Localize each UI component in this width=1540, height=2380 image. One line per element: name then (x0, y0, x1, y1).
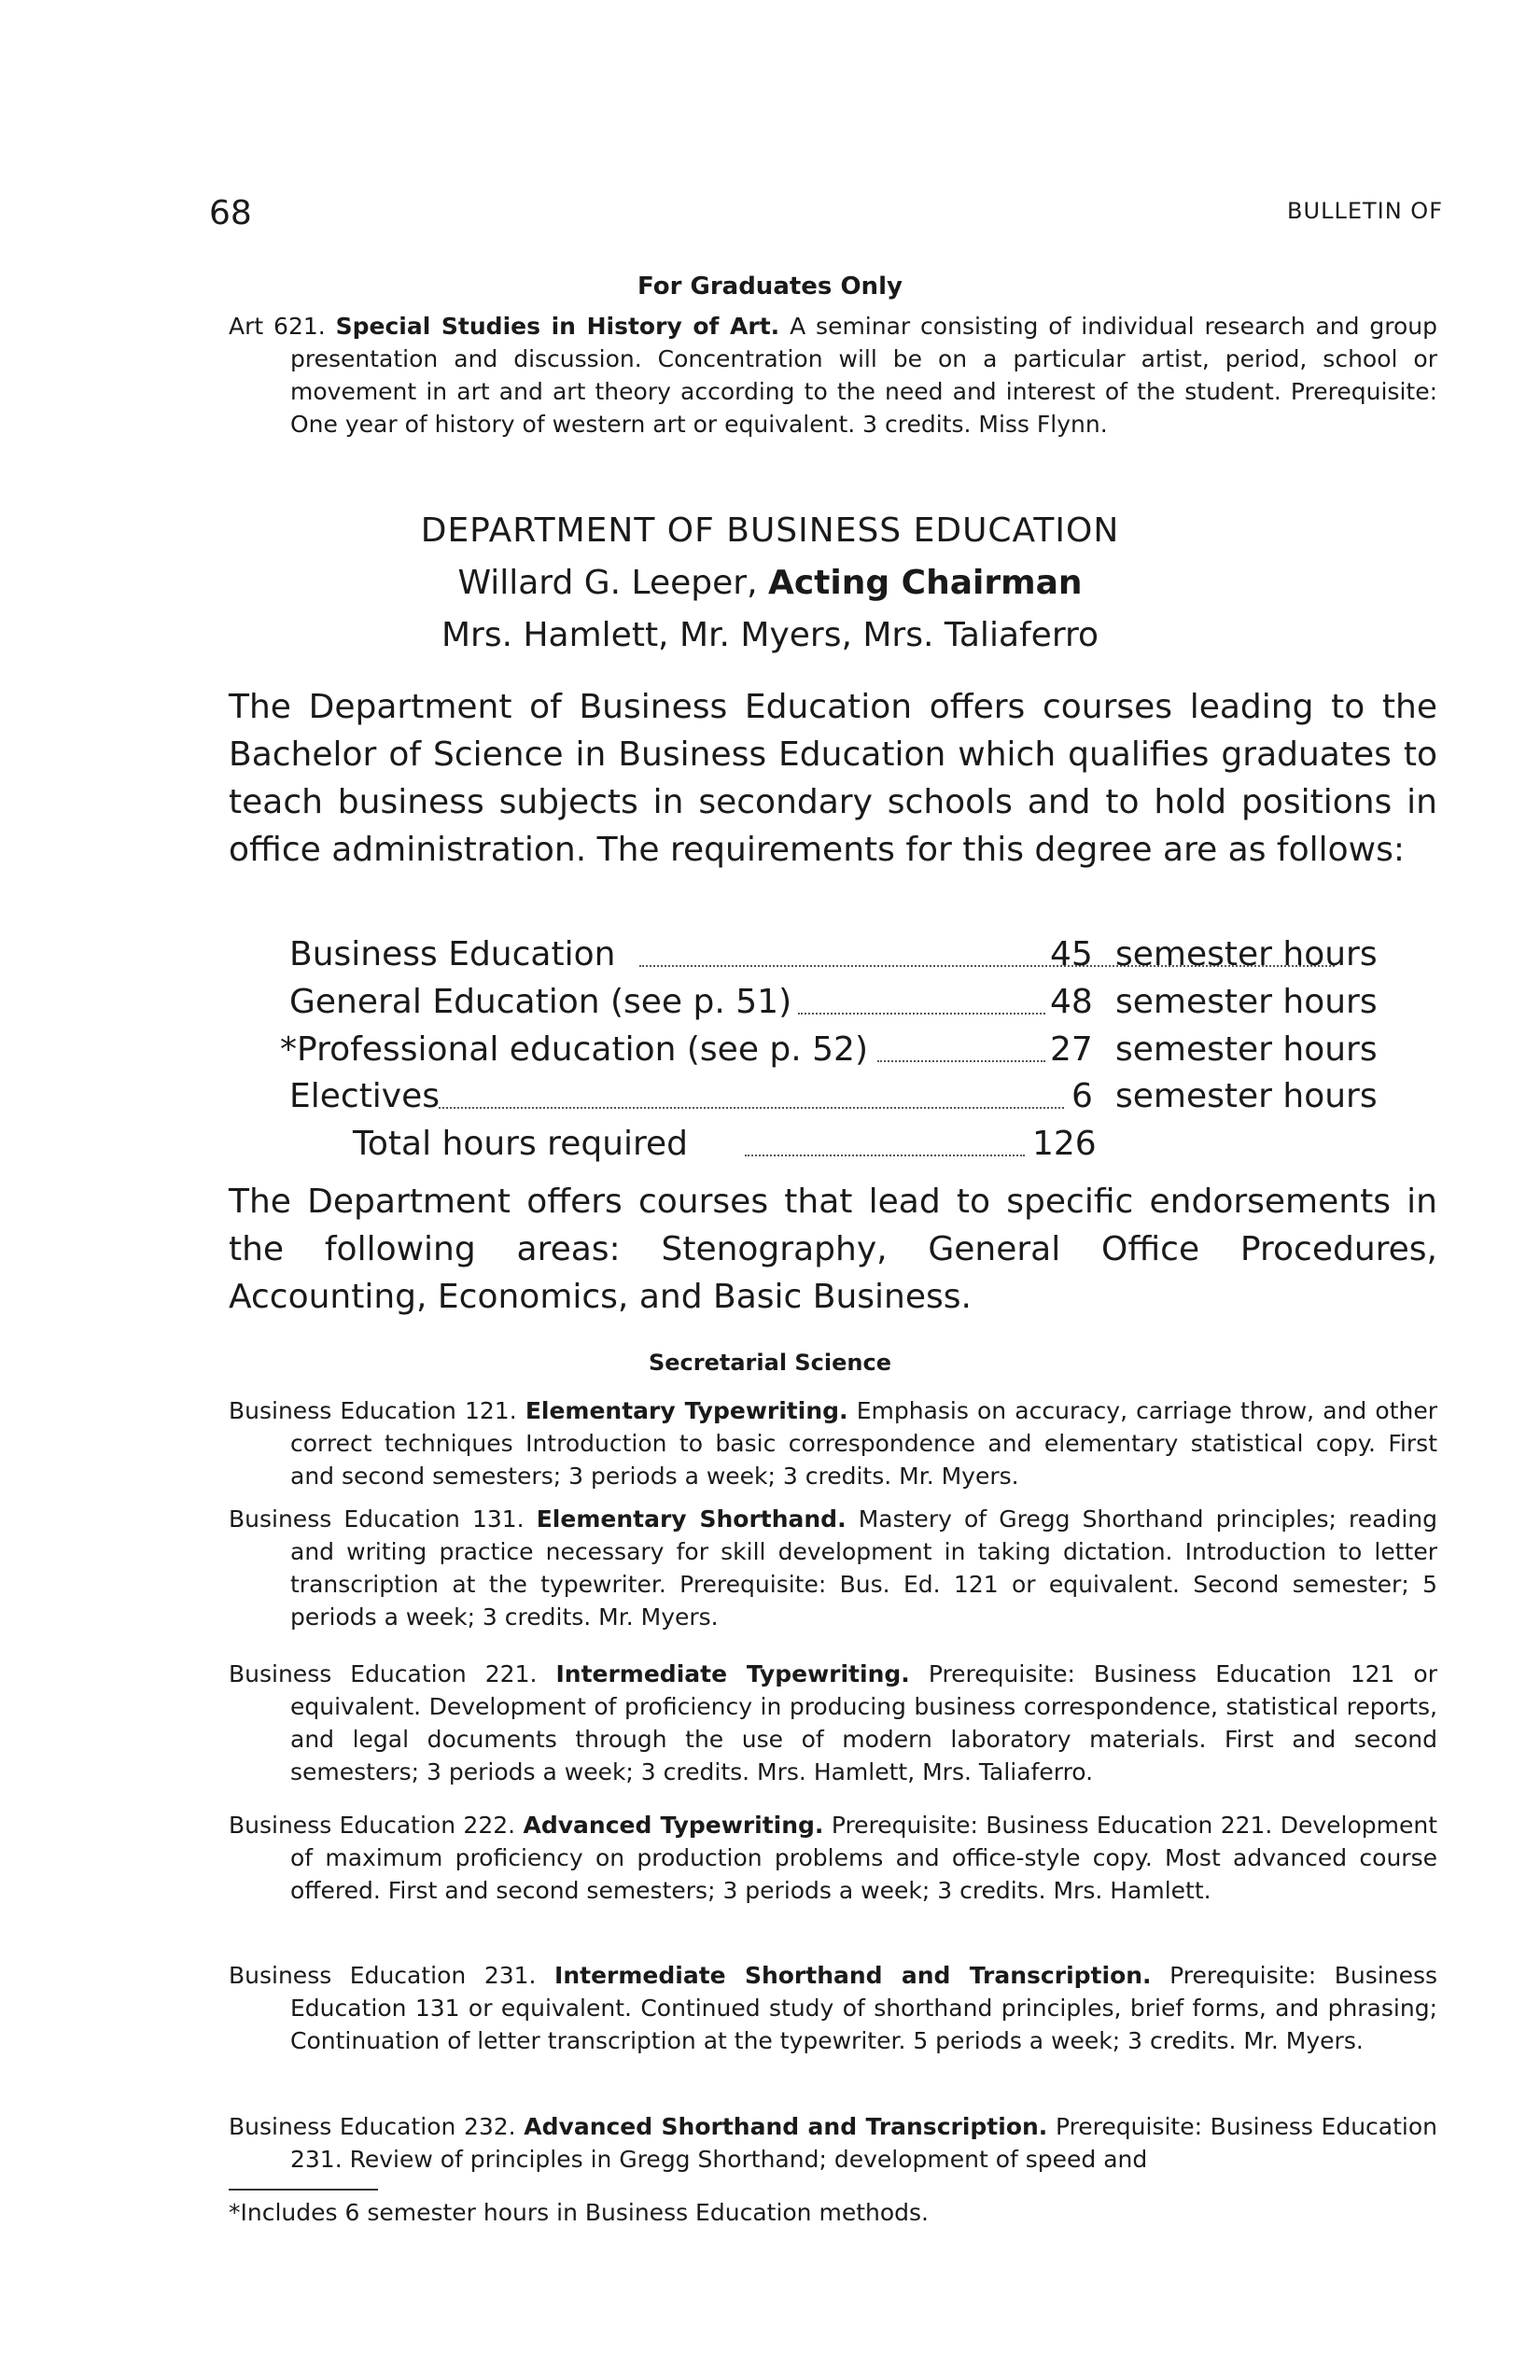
course-title: Intermediate Shorthand and Transcription. (554, 1962, 1152, 1989)
course-code: Business Education 232. (229, 2113, 516, 2140)
department-chair (0, 564, 1540, 602)
requirement-label: Electives (289, 1077, 441, 1115)
endorsements-paragraph (229, 1178, 1437, 1321)
graduates-heading: For Graduates Only (637, 273, 903, 301)
course-entry (229, 1959, 1437, 2057)
course-entry (229, 1394, 1437, 1492)
secretarial-heading: Secretarial Science (648, 1350, 891, 1376)
department-title: DEPARTMENT OF BUSINESS EDUCATION (420, 511, 1120, 550)
course-title: Elementary Shorthand. (536, 1505, 847, 1533)
course-title: Intermediate Typewriting. (555, 1660, 910, 1687)
course-description: Prerequisite: Business Education 231. Review of principles in Gregg Shorthand; development of speed and (290, 2113, 1437, 2173)
leader-dots (439, 1107, 1064, 1109)
requirement-unit: semester hours (1115, 983, 1378, 1021)
department-intro (229, 683, 1437, 874)
course-code: Business Education 231. (229, 1962, 537, 1989)
course-title: Elementary Typewriting. (525, 1397, 848, 1424)
course-entry (229, 2110, 1437, 2176)
course-code: Business Education 221. (229, 1660, 538, 1687)
page-number: 68 (209, 194, 252, 232)
course-code: Art 621. (229, 313, 326, 340)
footnote: *Includes 6 semester hours in Business Education methods. (229, 2199, 929, 2226)
total-label: Total hours required (353, 1125, 689, 1163)
requirement-hours: 45 (1050, 935, 1093, 973)
requirement-row (280, 1027, 1391, 1073)
requirement-row (289, 1073, 1391, 1120)
footnote-divider (229, 2189, 378, 2191)
requirement-unit: semester hours (1115, 935, 1378, 973)
requirement-row (289, 979, 1391, 1026)
course-entry (229, 1809, 1437, 1907)
requirement-label: *Professional education (see p. 52) (280, 1030, 868, 1069)
course-description: A seminar consisting of individual research and group presentation and discussion. Concentration will be on a particular artist, period, school or movement in art and art theory according to the need and interest of the student. Prerequisite: One year of history of western art or equivalent. 3 credits. Miss Flynn. (290, 313, 1437, 438)
requirement-row (289, 931, 1391, 978)
course-code: Business Education 222. (229, 1812, 516, 1839)
leader-dots (745, 1155, 1025, 1156)
course-title: Advanced Shorthand and Transcription. (524, 2113, 1048, 2140)
requirement-hours: 48 (1050, 983, 1093, 1021)
course-description: Prerequisite: Business Education 221. Development of maximum proficiency on production problems and office-style copy. Most advanced course offered. First and second semesters; 3 periods a week; 3 credits. Mrs. Hamlett. (290, 1812, 1438, 1904)
requirement-unit: semester hours (1115, 1030, 1378, 1069)
course-description: Mastery of Gregg Shorthand principles; reading and writing practice necessary for skill development in taking dictation. Introduction to letter transcription at the typewriter. Prerequisite: Bus. Ed. 121 or equivalent. Second semester; 5 periods a week; 3 credits. Mr. Myers. (290, 1505, 1437, 1631)
course-description: Emphasis on accuracy, carriage throw, and other correct techniques Introduction to basic correspondence and elementary statistical copy. First and second semesters; 3 periods a week; 3 credits. Mr. Myers. (290, 1397, 1438, 1490)
course-description: Prerequisite: Business Education 131 or equivalent. Continued study of shorthand principles, brief forms, and phrasing; Continuation of letter transcription at the typewriter. 5 periods a week; 3 credits. Mr. Myers. (290, 1962, 1437, 2054)
requirement-hours: 6 (1071, 1077, 1093, 1115)
leader-dots (877, 1060, 1045, 1062)
course-title: Special Studies in History of Art. (335, 313, 780, 340)
endorsements-text: The Department offers courses that lead to specific endorsements in the following areas: Stenography, General Office Procedures, Accounting, Economics, and Basic Business. (229, 1183, 1437, 1316)
department-staff: Mrs. Hamlett, Mr. Myers, Mrs. Taliaferro (441, 616, 1099, 654)
leader-dots (798, 1013, 1045, 1015)
total-hours: 126 (1032, 1125, 1097, 1163)
course-description: Prerequisite: Business Education 121 or equivalent. Development of proficiency in producing business correspondence, statistical reports, and legal documents through the use of modern laboratory materials. First and second semesters; 3 periods a week; 3 credits. Mrs. Hamlett, Mrs. Taliaferro. (290, 1660, 1438, 1785)
chair-role: Acting Chairman (767, 564, 1083, 602)
requirement-hours: 27 (1050, 1030, 1093, 1069)
course-entry (229, 310, 1437, 441)
requirement-total-row (353, 1121, 1118, 1168)
requirement-unit: semester hours (1115, 1077, 1378, 1115)
chair-name: Willard G. Leeper, (457, 564, 758, 602)
requirement-label: Business Education (289, 935, 616, 973)
running-head: BULLETIN OF (1287, 198, 1443, 224)
course-entry (229, 1658, 1437, 1788)
course-code: Business Education 131. (229, 1505, 525, 1533)
course-title: Advanced Typewriting. (523, 1812, 824, 1839)
course-entry (229, 1503, 1437, 1633)
course-code: Business Education 121. (229, 1397, 517, 1424)
requirement-label: General Education (see p. 51) (289, 983, 792, 1021)
intro-text: The Department of Business Education offers courses leading to the Bachelor of Science in Business Education which qualifies graduates to teach business subjects in secondary schools and to hold positions in office administration. The requirements for this degree are as follows: (229, 688, 1437, 869)
